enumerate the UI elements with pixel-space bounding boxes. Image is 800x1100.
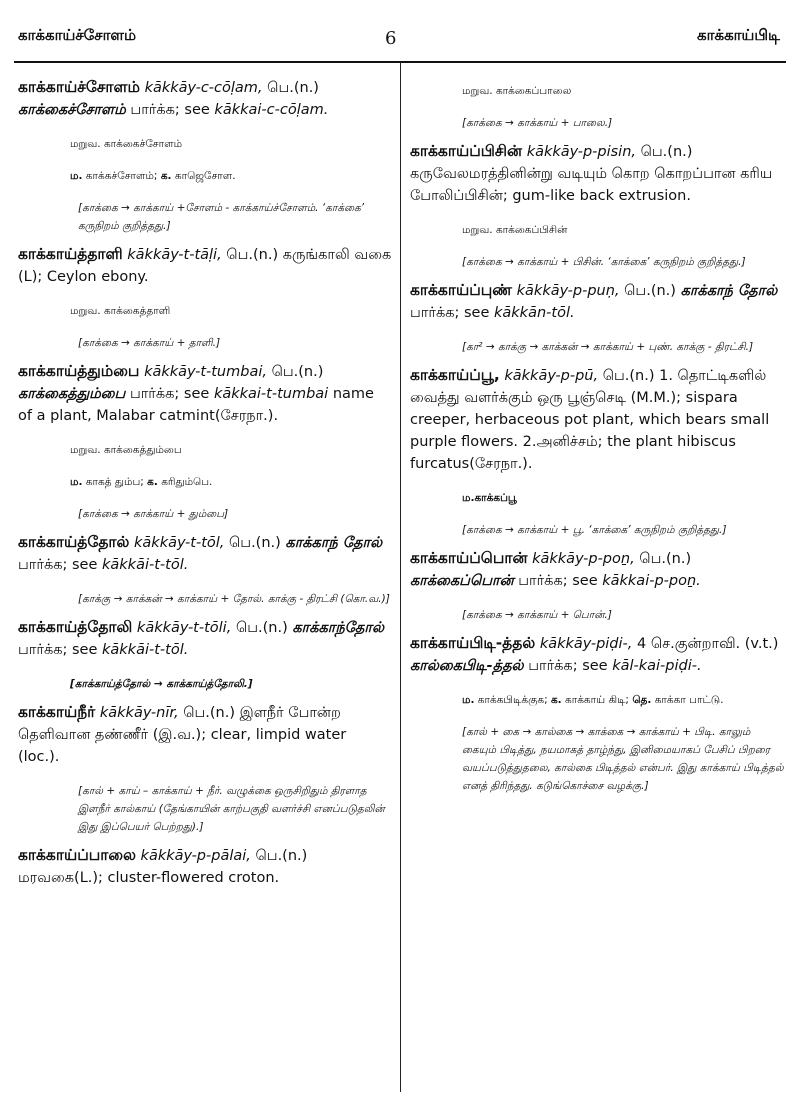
etymology-note: [கால் + கை → கால்கை → காக்கை → காக்காய் + பிடி. காலும் கையும் பிடித்து, நயமாகத் தாழ்ந்து, இனிமையாகப் பேசிப் பிறரை வயப்படுத்துதலை, கால்கை பிடித்தல் என்பர். இது காக்காய் பிடித்தல் எனத் திரிந்தது. கடுங்கொச்சை வழக்கு.] xyxy=(462,726,784,792)
headword: காக்காய்ப்பொன் xyxy=(410,549,528,567)
dictionary-entry xyxy=(18,76,392,121)
cross-reference-transliteration: kākkāi-t-tōl. xyxy=(102,557,189,573)
headword: காக்காய்ச்சோளம் xyxy=(18,78,140,96)
dictionary-entry xyxy=(18,243,392,288)
cross-reference-transliteration: kākkān-tōl. xyxy=(494,305,575,321)
cross-reference-text: பார்க்க; see xyxy=(129,386,210,402)
dictionary-entry xyxy=(410,547,784,592)
headword: காக்காய்ப்பாலை xyxy=(18,846,136,864)
definition: பெ.(n.) இளநீர் போன்ற தெளிவான தண்ணீர் (இ.வ.); clear, limpid water (loc.). xyxy=(18,705,347,765)
cross-reference-transliteration: kākkāi-t-tōl. xyxy=(102,642,189,658)
part-of-speech: பெ.(n.) xyxy=(639,551,692,567)
etymology-note: [காக்கை → காக்காய் + தாளி.] xyxy=(78,337,221,349)
cross-reference-transliteration: kākkai-c-cōḷam. xyxy=(214,102,329,118)
transliteration: kākkāy-c-cōḷam, xyxy=(144,80,263,96)
etymology-note: [காக்கை → காக்காய் + பூ. ‘காக்கை’ கருநிறம் குறித்தது.] xyxy=(462,524,727,536)
headword: காக்காய்பிடி-த்தல் xyxy=(410,634,536,652)
transliteration: kākkāy-nīr, xyxy=(99,705,179,721)
variant-note: மறுவ. காக்கைப்பாலை xyxy=(462,85,572,97)
cross-reference: காக்காந் தோல் xyxy=(680,283,778,299)
headword: காக்காய்ப்பிசின் xyxy=(410,142,523,160)
etymology-note: [காக்கை → காக்காய் + பொன்.] xyxy=(462,609,612,621)
dictionary-entry xyxy=(410,140,784,207)
cross-reference: காக்கைச்சோளம் xyxy=(18,102,126,118)
cognates-note: ம. காகத் தும்ப; க. கரிதும்பெ. xyxy=(70,476,213,488)
transliteration: kākkāy-p-pū, xyxy=(504,368,599,384)
cross-reference-text: பார்க்க; see xyxy=(130,102,210,118)
definition: பெ.(n.) 1. தொட்டிகளில் வைத்து வளர்க்கும் ஒரு பூஞ்செடி (M.M.); sispara creeper, herbaceous pot plant, which bears small purple flowers. 2.அனிச்சம்; the plant hibiscus furcatus(சேரநா.). xyxy=(410,368,770,472)
part-of-speech: 4 செ.குன்றாவி. (v.t.) xyxy=(637,636,779,652)
part-of-speech: பெ.(n.) xyxy=(229,535,281,551)
headword: காக்காய்ப்புண் xyxy=(410,281,513,299)
etymology-note: [காக்காய்த்தோல் → காக்காய்த்தோலி.] xyxy=(70,678,253,690)
headword: காக்காய்த்தாளி xyxy=(18,245,123,263)
left-column xyxy=(18,76,392,895)
transliteration: kākkāy-p-pālai, xyxy=(140,848,251,864)
dictionary-entry xyxy=(410,279,784,324)
header-right-guide-word: காக்காய்பிடி xyxy=(697,26,780,44)
transliteration: kākkāy-t-tōl, xyxy=(134,535,225,551)
dictionary-entry xyxy=(18,844,392,889)
transliteration: kākkāy-t-tāḷi, xyxy=(127,247,222,263)
cross-reference-transliteration: kākkai-p-poṉ. xyxy=(602,573,701,589)
dictionary-entry xyxy=(18,360,392,427)
transliteration: kākkāy-p-poṉ, xyxy=(532,551,635,567)
header-left-guide-word: காக்காய்ச்சோளம் xyxy=(18,26,137,44)
definition: name of a plant, Malabar catmint(சேரநா.). xyxy=(18,386,374,424)
etymology-note: [காக்கு → காக்கன் → காக்காய் + தோல். காக்கு - திரட்சி (கொ.வ.)] xyxy=(78,593,390,605)
dictionary-entry xyxy=(18,616,392,661)
cognates-note: ம.காக்கப்பூ xyxy=(462,492,517,504)
cross-reference: காக்காந் தோல் xyxy=(285,535,383,551)
transliteration: kākkāy-t-tōli, xyxy=(136,620,232,636)
cross-reference-transliteration: kākkai-t-tumbai xyxy=(213,386,329,402)
etymology-note: [காக்கை → காக்காய் +சோளம் - காக்காய்ச்சோளம். ‘காக்கை’ கருநிறம் குறித்தது.] xyxy=(78,202,365,232)
headword: காக்காய்த்தோலி xyxy=(18,618,133,636)
cross-reference-text: பார்க்க; see xyxy=(528,658,608,674)
definition: பெ.(n.) கருங்காலி வகை (L); Ceylon ebony. xyxy=(18,247,392,285)
column-divider xyxy=(400,62,401,1092)
variant-note: மறுவ. காக்கைத்தும்பை xyxy=(70,444,182,456)
cross-reference-text: பார்க்க; see xyxy=(410,305,490,321)
dictionary-entry xyxy=(18,701,392,768)
headword: காக்காய்த்தோல் xyxy=(18,533,130,551)
headword: காக்காய்ப்பூ, xyxy=(410,366,500,384)
transliteration: kākkāy-p-puṇ, xyxy=(516,283,620,299)
etymology-note: [காக்கை → காக்காய் + பிசின். ‘காக்கை’ கருநிறம் குறித்தது.] xyxy=(462,256,746,268)
page-number: 6 xyxy=(385,28,397,49)
part-of-speech: பெ.(n.) xyxy=(267,80,319,96)
cognates-note: ம. காக்கச்சோளம்; க. காஜெசோள. xyxy=(70,170,236,182)
variant-note: மறுவ. காக்கைச்சோளம் xyxy=(70,138,183,150)
cross-reference-text: பார்க்க; see xyxy=(518,573,598,589)
cross-reference: கால்கைபிடி-த்தல் xyxy=(410,658,524,674)
cross-reference-text: பார்க்க; see xyxy=(18,642,98,658)
transliteration: kākkāy-t-tumbai, xyxy=(144,364,267,380)
etymology-note: [காக்கை → காக்காய் + பாலை.] xyxy=(462,117,613,129)
headword: காக்காய்நீர் xyxy=(18,703,96,721)
cross-reference-text: பார்க்க; see xyxy=(18,557,98,573)
definition: பெ.(n.) கருவேலமரத்தினின்று வடியும் கொற கொறப்பான கரிய போலிப்பிசின்; gum-like back extrusion. xyxy=(410,144,773,204)
part-of-speech: பெ.(n.) xyxy=(271,364,324,380)
part-of-speech: பெ.(n.) xyxy=(235,620,288,636)
right-column xyxy=(410,76,784,803)
etymology-note: [கா² → காக்கு → காக்கன் → காக்காய் + புண். காக்கு - திரட்சி.] xyxy=(462,341,754,353)
etymology-note: [காக்கை → காக்காய் + தும்பை] xyxy=(78,508,229,520)
dictionary-entry xyxy=(410,632,784,677)
etymology-note: [கால் + காய் – காக்காய் + நீர். வழுக்கை ஒருசிறிதும் திரளாத இளநீர் கால்காய் (தேங்காயின் காற்பகுதி வளர்ச்சி எனப்படுதலின் இது இப்பெயர் பெற்றது).] xyxy=(78,785,385,833)
cross-reference: காக்கைப்பொன் xyxy=(410,573,514,589)
dictionary-entry xyxy=(410,364,784,475)
cross-reference-transliteration: kāl-kai-piḍi-. xyxy=(612,658,702,674)
headword: காக்காய்த்தும்பை xyxy=(18,362,140,380)
dictionary-entry xyxy=(18,531,392,576)
variant-note: மறுவ. காக்கைத்தாளி xyxy=(70,305,171,317)
transliteration: kākkāy-p-pisin, xyxy=(526,144,636,160)
cross-reference: காக்காந்தோல் xyxy=(292,620,384,636)
transliteration: kākkāy-piḍi-, xyxy=(539,636,633,652)
variant-note: மறுவ. காக்கைப்பிசின் xyxy=(462,224,568,236)
cognates-note: ம. காக்கபிடிக்குக; க. காக்காய் கிடி; தெ. காக்கா பாட்டு. xyxy=(462,694,724,706)
definition: பெ.(n.) மரவகை(L.); cluster-flowered croton. xyxy=(18,848,308,886)
part-of-speech: பெ.(n.) xyxy=(624,283,676,299)
cross-reference: காக்கைத்தும்பை xyxy=(18,386,126,402)
page-header xyxy=(0,0,800,62)
